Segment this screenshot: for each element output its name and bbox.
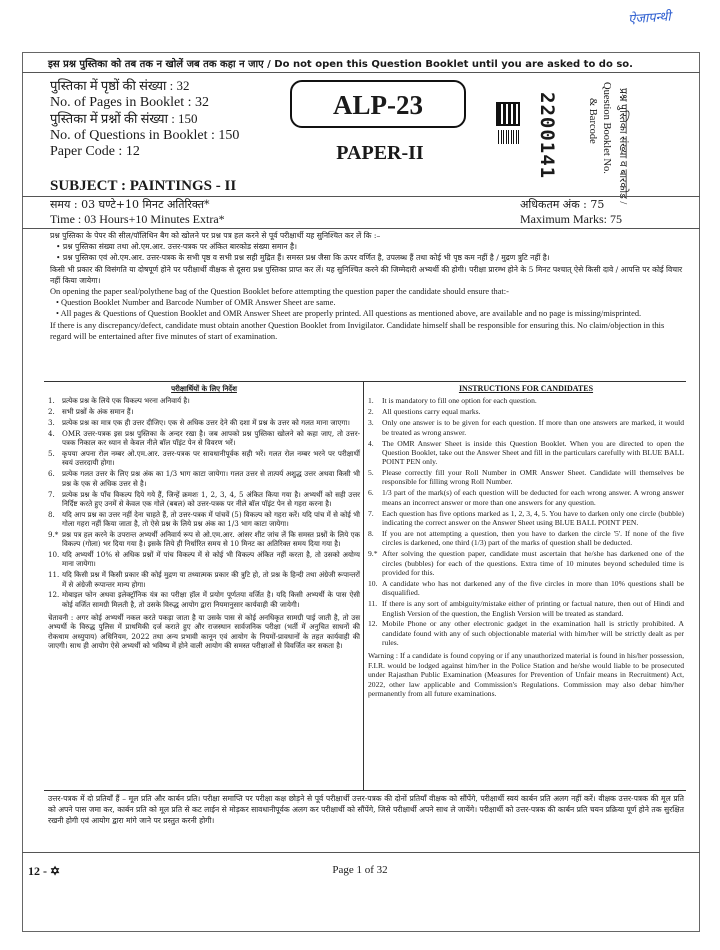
hindi-instruction-item-text: कृपया अपना रोल नम्बर ओ.एम.आर. उत्तर-पत्रक पर सावधानीपूर्वक सही भरें। गलत रोल नम्बर भरने पर परीक्षार्थी स्वयं उत्तरदायी होगा। [62,449,360,468]
english-instruction-item-text: The OMR Answer Sheet is inside this Question Booklet. When you are directed to open the Question Booklet, take out the Answer Sheet and fill in the particulars carefully with BLUE BALL POINT PEN only. [382,438,684,467]
hindi-instruction-item-text: यदि अभ्यर्थी 10% से अधिक प्रश्नों में पांच विकल्प में से कोई भी विकल्प अंकित नहीं करता है, तो उसको अयोग्य माना जायेगा। [62,550,360,569]
english-instruction-item [368,468,684,487]
pages-count-en: No. of Pages in Booklet : 32 [50,94,210,110]
hindi-instruction-item [48,570,360,589]
english-instruction-item-text: 1/3 part of the mark(s) of each question will be deducted for each wrong answer. A wrong answer means an incorrect answer or more than one answers for any question. [382,488,684,507]
english-instruction-item-text: All questions carry equal marks. [382,407,481,417]
subject-title: SUBJECT : PAINTINGS - II [50,178,237,194]
hindi-instruction-item-number: 2. [48,407,55,417]
time-hi: समय : 03 घण्टे+10 मिनट अतिरिक्त* [50,198,210,211]
hindi-instruction-item-text: प्रत्येक प्रश्न के पाँच विकल्प दिये गये हैं, जिन्हें क्रमशः 1, 2, 3, 4, 5 अंकित किया गया है। अभ्यर्थी को सही उत्तर निर्दिष्ट करते हुए उनमें से केवल एक गोले (बबल) को उत्तर-पत्रक पर नीले बॉल पॉइंट पेन से गहरा करना है। [62,489,360,508]
english-instruction-item-number: 5. [368,468,374,478]
english-instruction-item [368,407,684,416]
hindi-instruction-item-text: मोबाइल फोन अथवा इलेक्ट्रॉनिक यंत्र का परीक्षा हॉल में प्रयोग पूर्णतया वर्जित है। यदि किसी अभ्यर्थी के पास ऐसी कोई वर्जित सामग्री मिलती है, तो उसके विरुद्ध आयोग द्वारा नियमानुसार कार्यवाही की जायेगी। [62,590,360,609]
english-instructions-title: INSTRUCTIONS FOR CANDIDATES [458,384,594,393]
barcode-icon [498,130,520,144]
hindi-instruction-item-text: यदि आप प्रश्न का उत्तर नहीं देना चाहते हैं, तो उत्तर-पत्रक में पांचवें (5) विकल्प को गहरा करें। यदि पांच में से कोई भी गोला गहरा नहीं किया जाता है, तो ऐसे प्रश्न के लिये प्रश्न अंक का 1/3 भाग काटा जायेगा। [62,509,360,529]
booklet-label-en-barcode: & Barcode [587,98,598,144]
divider [22,852,700,853]
brand-mark: ऐजापन्थी [627,9,672,28]
english-instruction-item-text: If you are not attempting a question, then you have to darken the circle '5'. If none of the five circles is darkened, one third (1/3) part of the marks of question shall be deducted. [382,528,684,548]
english-instruction-item-text: Each question has five options marked as 1, 2, 3, 4, 5. You have to darken only one circle (bubble) indicating the correct answer on the Answer Sheet using BLUE BALL POINT PEN. [382,508,684,528]
hindi-instruction-item-number: 3. [48,418,55,428]
page-number: Page 1 of 32 [332,864,388,876]
english-instructions-list [368,396,684,647]
qr-code-icon [496,102,520,126]
preamble-en-bullet: • Question Booklet Number and Barcode Number of OMR Answer Sheet are same. [56,298,336,308]
do-not-open-banner: इस प्रश्न पुस्तिका को तब तक न खोलें जब तक कहा न जाए / Do not open this Question Booklet until you are asked to do so. [48,59,633,70]
english-instruction-item-number: 3. [368,418,374,428]
hindi-instruction-item [48,407,360,416]
hindi-instruction-item [48,550,360,569]
preamble-hi-outro: किसी भी प्रकार की विसंगति या दोषपूर्ण होने पर परीक्षार्थी वीक्षक से दूसरा प्रश्न पुस्तिका प्राप्त कर लें। यह सुनिश्चित करने की जिम्मेदारी अभ्यर्थी की होगी। परीक्षा प्रारम्भ होने के 5 मिनट पश्चात् ऐसे किसी दावे / आपत्ति पर कोई विचार नहीं किया जायेगा। [50,264,683,285]
max-marks-hi: अधिकतम अंक : 75 [520,198,605,211]
english-instruction-item-text: After solving the question paper, candidate must ascertain that he/she has darkened one of the circles (bubbles) for each of the questions. Extra time of 10 minutes beyond scheduled time is provided for this. [382,549,684,577]
english-instruction-item-text: If there is any sort of ambiguity/mistake either of printing or factual nature, then out of Hindi and English Version of the question, the English Version will be treated as standard. [382,599,684,618]
english-instructions [368,384,684,698]
english-instruction-item-number: 10. [368,578,378,588]
hindi-instruction-item-text: यदि किसी प्रश्न में किसी प्रकार की कोई मुद्रण या तथ्यात्मक प्रकार की त्रुटि हो, तो प्रश्न के हिन्दी तथा अंग्रेजी रूपान्तरों में से अंग्रेजी रूपान्तर मान्य होगा। [62,570,360,589]
english-warning: Warning : If a candidate is found copying or if any unauthorized material is found in his/her possession, F.I.R. would be lodged against him/her in the Police Station and he/she would liable to be prosecuted under Rajasthan Public Examination (Measures for Prevention of Unfair means in Recruitment) Act, 2022, other law applicable and Commission's Regulations. Commission may also debar him/her permanently from all future examinations. [368,651,684,698]
questions-count-hi: पुस्तिका में प्रश्नों की संख्या : 150 [50,111,198,126]
english-instruction-item-text: Only one answer is to be given for each question. If more than one answers are marked, it would be treated as wrong answer. [382,418,684,437]
english-instruction-item-text: Mobile Phone or any other electronic gadget in the examination hall is strictly prohibited. A candidate found with any of such objectionable material with him/her will be strictly dealt as per rules. [382,619,684,648]
hindi-instruction-item-text: प्रत्येक प्रश्न का मात्र एक ही उत्तर दीजिए। एक से अधिक उत्तर देने की दशा में प्रश्न के उत्तर को गलत माना जाएगा। [62,418,350,428]
english-instruction-item-number: 8. [368,528,374,538]
booklet-number: 2200141 [536,92,558,180]
english-instruction-item [368,529,684,548]
hindi-instruction-item-text: OMR उत्तर-पत्रक इस प्रश्न पुस्तिका के अन्दर रखा है। जब आपको प्रश्न पुस्तिका खोलने को कहा जाए, तो उत्तर-पत्रक निकाल कर ध्यान से केवल नीले बॉल पॉइंट पेन से विवरण भरें। [62,428,360,448]
english-instruction-item [368,396,684,405]
english-instruction-item-number: 9.* [368,549,378,559]
english-instruction-item [368,579,684,598]
hindi-instruction-item [48,590,360,609]
preamble-hi-bullet: • प्रश्न पुस्तिका संख्या तथा ओ.एम.आर. उत्तर-पत्रक पर अंकित बारकोड संख्या समान है। [56,242,297,252]
preamble [50,230,686,342]
exam-code-box: ALP-23 [290,80,466,128]
preamble-hi-intro: प्रश्न पुस्तिका के पेपर की सील/पॉलिथिन बैग को खोलने पर प्रश्न पत्र हल करने से पूर्व परीक्षार्थी यह सुनिश्चित कर लें कि :– [50,231,381,240]
english-instruction-item-number: 4. [368,438,374,448]
hindi-instruction-item-number: 1. [48,396,55,406]
english-instruction-item-number: 2. [368,407,374,417]
booklet-label-hi: प्रश्न पुस्तिका संख्या व बारकोड / [617,88,628,205]
hindi-instruction-item-number: 6. [48,469,55,479]
english-instruction-item-text: A candidate who has not darkened any of the five circles in more than 10% questions shall be disqualified. [382,578,684,598]
hindi-instructions [48,384,360,650]
hindi-instruction-item-number: 10. [48,550,60,560]
english-instruction-item [368,599,684,618]
hindi-instruction-item [48,510,360,529]
english-instruction-item-number: 1. [368,396,374,406]
preamble-en-intro: On opening the paper seal/polythene bag of the Question Booklet before attempting the question paper the candidate should ensure that:- [50,287,509,297]
divider [44,790,686,791]
hindi-instruction-item [48,530,360,549]
english-instruction-item [368,509,684,528]
time-en: Time : 03 Hours+10 Minutes Extra* [50,212,225,226]
max-marks-en: Maximum Marks: 75 [520,212,622,226]
divider [44,381,686,382]
divider [22,228,700,229]
english-instruction-item [368,549,684,577]
english-instruction-item [368,439,684,467]
english-instruction-item-text: Please correctly fill your Roll Number in OMR Answer Sheet. Candidate will themselves be responsible for filling wrong Roll Number. [382,468,684,487]
hindi-warning: चेतावनी : अगर कोई अभ्यर्थी नकल करते पकड़ा जाता है या उसके पास से कोई अनधिकृत सामग्री पाई जाती है, तो उस अभ्यर्थी के विरुद्ध पुलिस में प्राथमिकी दर्ज कराते हुए और राजस्थान सार्वजनिक परीक्षा (भर्ती में अनुचित साधनों की रोकथाम अध्युपाय) अधिनियम, 2022 तथा अन्य प्रभावी कानून एवं आयोग के नियमों-प्रावधानों के तहत कार्यवाही की जाएगी। साथ ही आयोग ऐसे अभ्यर्थी को भविष्य में होने वाली आयोग की समस्त परीक्षाओं से विवर्जित कर सकता है। [48,613,360,650]
english-instruction-item [368,418,684,437]
english-instruction-item-number: 7. [368,508,374,518]
hindi-instruction-item-number: 4. [48,428,55,438]
hindi-instruction-item [48,396,360,405]
english-instruction-item [368,619,684,647]
hindi-instruction-item [48,418,360,427]
hindi-instruction-item [48,429,360,448]
hindi-instruction-item-number: 11. [48,570,60,580]
hindi-instruction-item-text: प्रत्येक प्रश्न के लिये एक विकल्प भरना अनिवार्य है। [62,396,190,406]
questions-count-en: No. of Questions in Booklet : 150 [50,127,240,143]
preamble-en-outro: If there is any discrepancy/defect, candidate must obtain another Question Booklet from Invigilator. Candidate himself shall be responsible for ensuring this. No claim/objection in this regard will be entertained after five minutes of start of examination. [50,320,665,341]
hindi-instructions-title: परीक्षार्थियों के लिए निर्देश [171,384,237,393]
english-instruction-item-number: 6. [368,488,374,498]
booklet-label-en: Question Booklet No. [601,82,612,174]
preamble-hi-bullet: • प्रश्न पुस्तिका एवं ओ.एम.आर. उत्तर-पत्रक के सभी पृष्ठ व सभी प्रश्न सही मुद्रित हैं। समस्त प्रश्न जैसा कि ऊपर वर्णित है, उपलब्ध हैं तथा कोई भी पृष्ठ कम नहीं है / मुद्रण त्रुटि नहीं है। [56,253,550,263]
column-divider [363,381,364,790]
english-instruction-item [368,488,684,507]
hindi-instruction-item [48,490,360,509]
english-instruction-item-text: It is mandatory to fill one option for each question. [382,396,537,406]
paper-label: PAPER-II [336,142,424,164]
answer-sheet-note-hi: उत्तर-पत्रक में दो प्रतियाँ हैं – मूल प्रति और कार्बन प्रति। परीक्षा समाप्ति पर परीक्षा कक्ष छोड़ने से पूर्व परीक्षार्थी उत्तर-पत्रक की दोनों प्रतियाँ वीक्षक को सौंपेंगे, परीक्षार्थी स्वयं कार्बन प्रति अलग नहीं करें। वीक्षक उत्तर-पत्रक की मूल प्रति को अपने पास जमा कर, कार्बन प्रति को मूल प्रति से कट लाईन से मोड़कर सावधानीपूर्वक अलग कर परीक्षार्थी को सौंपेंगे, जिसे परीक्षार्थी अपने साथ ले जायेंगे। परीक्षार्थी को उत्तर-पत्रक की कार्बन प्रति चयन प्रक्रिया पूर्ण होने तक सुरक्षित रखनी होगी एवं आयोग द्वारा मांगे जाने पर प्रस्तुत करनी होगी। [48,794,684,825]
hindi-instruction-item-number: 7. [48,489,55,499]
hindi-instruction-item-number: 5. [48,449,55,459]
page-code: 12 - ✡ [28,864,61,878]
english-instruction-item-number: 12. [368,619,378,629]
hindi-instructions-list [48,396,360,609]
preamble-en-bullet: • All pages & Questions of Question Booklet and OMR Answer Sheet are properly printed. All questions as mentioned above, are available and no page is missing/misprinted. [56,309,642,319]
hindi-instruction-item-number: 9.* [48,529,59,539]
divider [22,72,700,73]
hindi-instruction-item [48,449,360,468]
hindi-instruction-item-text: प्रश्न पत्र हल करने के उपरान्त अभ्यर्थी अनिवार्य रूप से ओ.एम.आर. आंसर शीट जांच लें कि समस्त प्रश्नों के लिये एक विकल्प (गोला) भर दिया गया है। इसके लिये ही निर्धारित समय से 10 मिनट का अतिरिक्त समय दिया गया है। [62,529,360,549]
english-instruction-item-number: 11. [368,599,378,609]
paper-code: Paper Code : 12 [50,144,140,159]
hindi-instruction-item-number: 8. [48,509,55,519]
pages-count-hi: पुस्तिका में पृष्ठों की संख्या : 32 [50,78,190,93]
hindi-instruction-item-text: प्रत्येक गलत उत्तर के लिए प्रश्न अंक का 1/3 भाग काटा जायेगा। गलत उत्तर से तात्पर्य अशुद्ध उत्तर अथवा किसी भी प्रश्न के एक से अधिक उत्तर से है। [62,469,360,488]
hindi-instruction-item-number: 12. [48,590,60,600]
booklet-info [50,78,239,161]
hindi-instruction-item [48,469,360,488]
hindi-instruction-item-text: सभी प्रश्नों के अंक समान हैं। [62,407,134,417]
